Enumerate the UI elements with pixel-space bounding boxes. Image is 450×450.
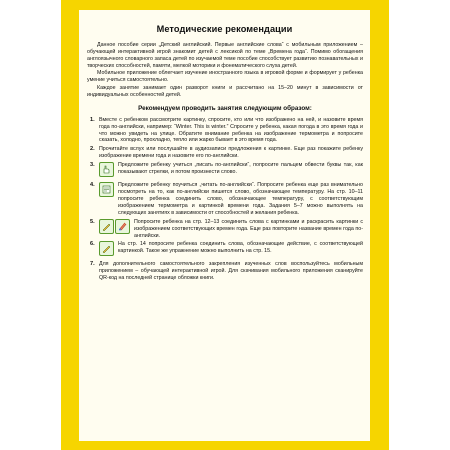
list-item-1: [87, 117, 363, 145]
list-item-3: [87, 162, 363, 180]
paint-pencil-icon: [115, 219, 130, 234]
item-text: Прочитайте вслух или послушайте в аудиозаписи предложения к картинке. Еще раз покажите ребенку изображение времени года и назовите его по-английски.: [99, 146, 363, 160]
list-item-7: [87, 261, 363, 282]
pencil-connect-icon: [99, 241, 114, 256]
intro-paragraph-2: Мобильное приложение облегчает изучение иностранного языка в игровой форме и формирует у ребенка умение учиться самостоятельно.: [87, 70, 363, 84]
item-6-icons: [99, 241, 115, 259]
list-item-2: [87, 146, 363, 160]
intro-paragraph-1: Данное пособие серии „Детский английский. Первые английские слова“ с мобильным приложением – обучающей интерактивной игрой знакомит детей с лексикой по теме „Времена года“. Помимо обогащения англоязычного словарного запаса детей по изучаемой теме пособие способствует развитию познавательных и творческих способностей, памяти, мелкой моторики и фонематического слуха детей.: [87, 42, 363, 70]
item-text: Вместе с ребенком рассмотрите картинку, спросите, кто или что изображено на ней, и назовите время года по-английски, например: “Winter. This is winter.” Спросите у ребенка, какая погода в это время года и что можно увидеть на улице. Обратите внимание ребенка на изображение термометра и попросите сказать, холодно, прохладно, тепло или жарко бывает в это время года.: [99, 116, 363, 144]
item-3-icons: [99, 162, 115, 180]
list-item-6: [87, 241, 363, 259]
item-text: Попросите ребенка на стр. 12–13 соединить слова с картинками и раскрасить картинки с изображением соответствующих времен года. Еще раз повторите название времен года по-английски.: [134, 218, 363, 239]
item-number: 6.: [90, 241, 95, 248]
item-number: 7.: [90, 261, 95, 268]
item-number: 2.: [90, 146, 95, 153]
recommendations-heading: Рекомендуем проводить занятия следующим образом:: [138, 104, 312, 112]
item-number: 1.: [90, 116, 95, 123]
item-number: 3.: [90, 162, 95, 169]
page-title: Методические рекомендации: [156, 24, 293, 34]
item-number: 5.: [90, 218, 95, 225]
item-text: Предложите ребенку учиться „писать по-английски“, попросите пальцем обвести буквы так, как показывают стрелки, и потом произнести слово.: [118, 162, 363, 176]
list-item-4: [87, 182, 363, 217]
item-text: Предложите ребенку поучиться „читать по-английски“. Попросите ребенка еще раз внимательно посмотреть на то, как по-английски пишется слово, обозначающее температуру. На стр. 10–11 попросите ребенка соединить слово, обозначающее температуру, с соответствующим изображением термометра и картинкой времени года. Задания 5–7 можно выполнять на следующих занятиях в зависимости от способностей и желания ребенка.: [118, 182, 363, 216]
item-5-icons: [99, 219, 131, 237]
item-text: На стр. 14 попросите ребенка соединить слова, обозначающие действие, с соответствующей картинкой. Такое же упражнение можно выполнить на стр. 15.: [118, 241, 363, 255]
book-page: [79, 10, 370, 441]
item-number: 4.: [90, 182, 95, 189]
list-item-5: [87, 219, 363, 240]
pointing-hand-icon: [99, 162, 114, 177]
pencil-connect-icon: [99, 219, 114, 234]
speech-paper-icon: [99, 182, 114, 197]
content-area: [87, 42, 363, 282]
intro-paragraph-3: Каждое занятие занимает один разворот книги и рассчитано на 15–20 минут в зависимости от индивидуальных особенностей детей.: [87, 84, 363, 98]
item-4-icons: [99, 182, 115, 200]
item-text: Для дополнительного самостоятельного закрепления изученных слов воспользуйтесь мобильным приложением – обучающей интерактивной игрой. Для скачивания мобильного приложения сканируйте QR-код на последней странице обложки книги.: [99, 261, 363, 282]
